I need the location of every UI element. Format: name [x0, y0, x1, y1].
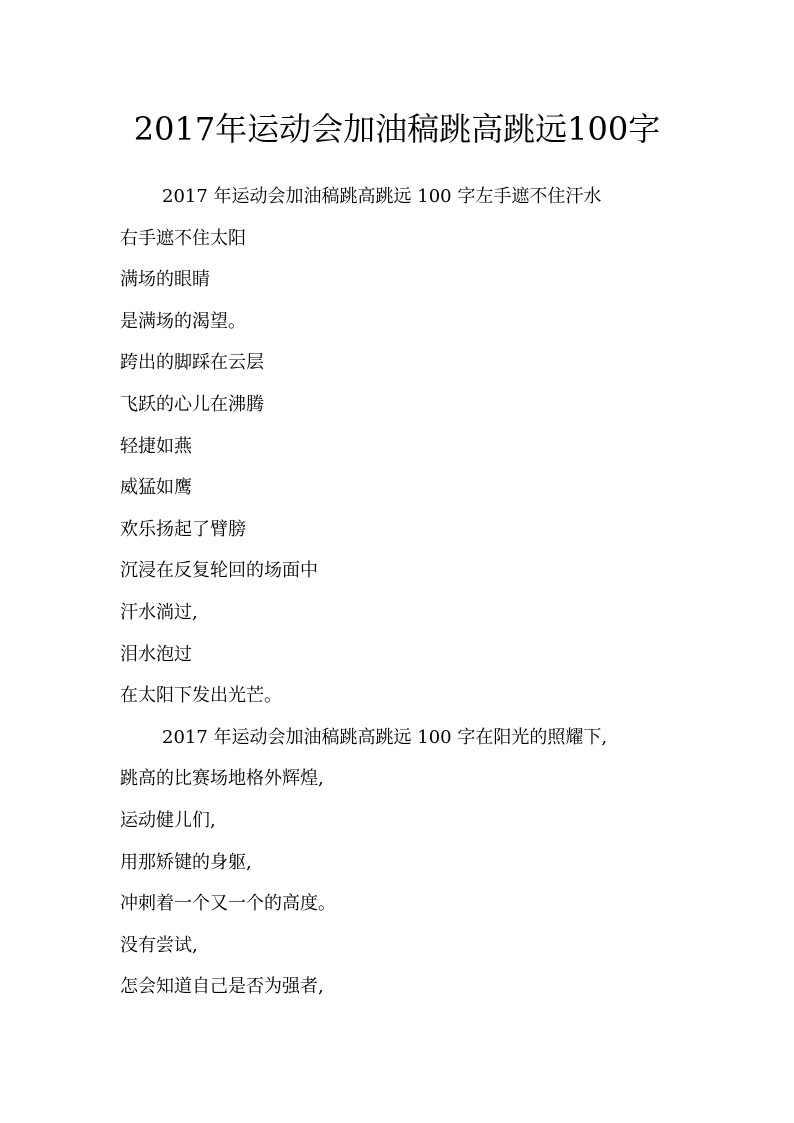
paragraph-line: 威猛如鹰 — [120, 477, 192, 499]
document-title: 2017年运动会加油稿跳高跳远100字 — [133, 110, 661, 148]
paragraph-line: 在太阳下发出光芒。 — [120, 685, 282, 707]
paragraph-line: 右手遮不住太阳 — [120, 227, 246, 249]
paragraph-line: 汗水淌过, — [120, 601, 198, 623]
paragraph-line: 满场的眼睛 — [120, 269, 210, 291]
paragraph-line: 飞跃的心儿在沸腾 — [120, 393, 264, 415]
paragraph-line: 运动健儿们, — [120, 809, 216, 831]
paragraph-line: 跨出的脚踩在云层 — [120, 352, 264, 374]
paragraph-line: 没有尝试, — [120, 934, 198, 956]
paragraph-line: 2017 年运动会加油稿跳高跳远 100 字在阳光的照耀下, — [162, 726, 608, 748]
paragraph-line: 轻捷如燕 — [120, 435, 192, 457]
paragraph-line: 2017 年运动会加油稿跳高跳远 100 字左手遮不住汗水 — [162, 186, 602, 207]
paragraph-line: 跳高的比赛场地格外辉煌, — [120, 768, 324, 790]
paragraph-line: 欢乐扬起了臂膀 — [120, 518, 246, 540]
paragraph-line: 用那矫键的身躯, — [120, 851, 252, 873]
paragraph-line: 怎会知道自己是否为强者, — [120, 976, 324, 998]
paragraph-line: 是满场的渴望。 — [120, 310, 246, 332]
paragraph-line: 泪水泡过 — [120, 643, 192, 665]
paragraph-line: 冲刺着一个又一个的高度。 — [120, 893, 336, 915]
paragraph-line: 沉浸在反复轮回的场面中 — [120, 560, 318, 582]
document-body — [120, 176, 680, 1008]
